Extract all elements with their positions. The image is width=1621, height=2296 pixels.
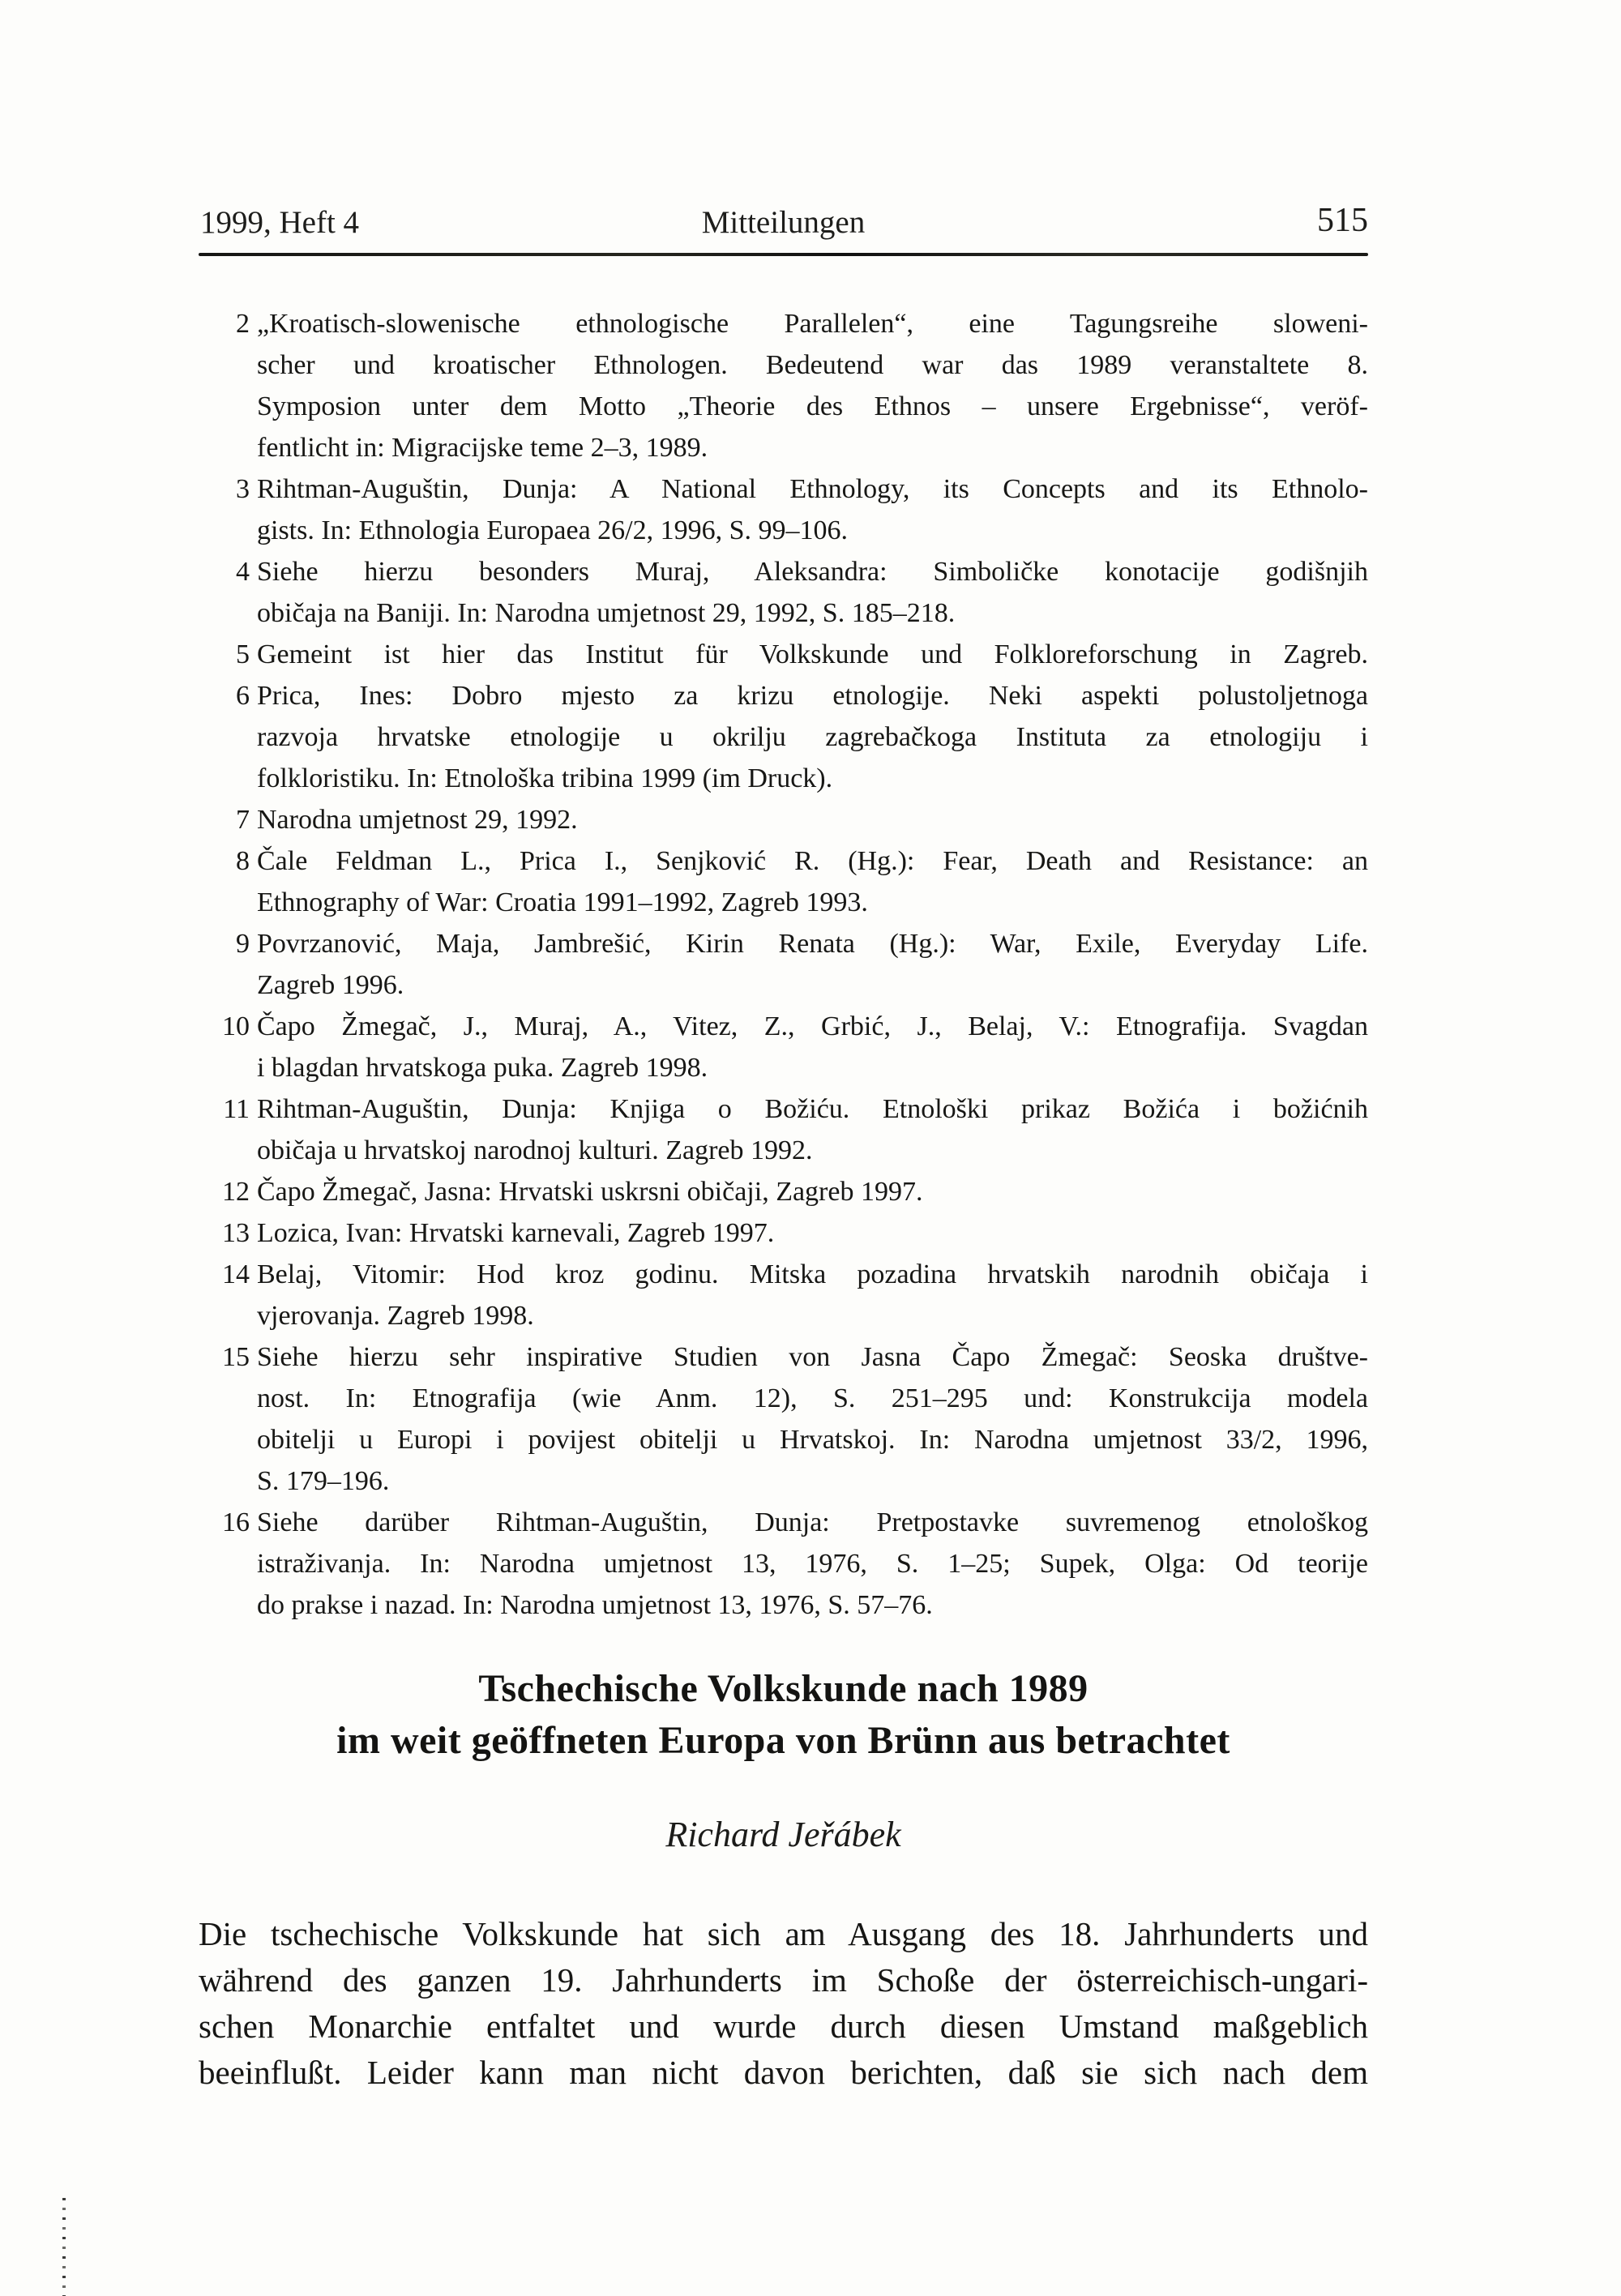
footnote-number: 11 [223, 1094, 250, 1124]
footnote-line: Lozica, Ivan: Hrvatski karnevali, Zagreb 1997. [257, 1218, 775, 1248]
page-header [199, 204, 1368, 245]
footnote-item [199, 1254, 1368, 1336]
footnote-item [199, 1502, 1368, 1626]
footnote-line: vjerovanja. Zagreb 1998. [257, 1301, 534, 1331]
footnote-number: 14 [222, 1259, 250, 1289]
footnote-line: Zagreb 1996. [257, 970, 404, 1000]
footnote-item [199, 799, 1368, 840]
article-author: Richard Jeřábek [665, 1815, 901, 1854]
journal-issue-label: 1999, Heft 4 [200, 205, 360, 240]
footnote-item [199, 634, 1368, 675]
article-title [199, 1663, 1368, 1767]
footnote-item [199, 675, 1368, 799]
footnote-item [199, 551, 1368, 634]
footnote-line: Čapo Žmegač, J., Muraj, A., Vitez, Z., Grbić, J., Belaj, V.: Etnografija. Svagdan [257, 1011, 1368, 1041]
footnote-line: scher und kroatischer Ethnologen. Bedeutend war das 1989 veranstaltete 8. [257, 350, 1368, 380]
footnote-line: Narodna umjetnost 29, 1992. [257, 805, 578, 835]
body-line: Die tschechische Volkskunde hat sich am Ausgang des 18. Jahrhunderts und [199, 1915, 1368, 1952]
footnote-item [199, 1336, 1368, 1502]
footnote-item [199, 468, 1368, 551]
footnote-number: 7 [236, 805, 250, 835]
footnote-number: 10 [222, 1011, 250, 1041]
footnote-line: Siehe hierzu besonders Muraj, Aleksandra: Simboličke konotacije godišnjih [257, 557, 1368, 587]
footnote-number: 16 [222, 1507, 250, 1537]
footnote-line: Siehe darüber Rihtman-Auguštin, Dunja: Pretpostavke suvremenog etnološkog [257, 1507, 1368, 1537]
footnote-number: 8 [236, 846, 250, 876]
footnote-item [199, 840, 1368, 923]
footnote-line: Rihtman-Auguštin, Dunja: Knjiga o Božiću. Etnološki prikaz Božića i božićnih [257, 1094, 1368, 1124]
footnote-line: Čale Feldman L., Prica I., Senjković R. (Hg.): Fear, Death and Resistance: an [257, 846, 1368, 876]
footnote-line: i blagdan hrvatskoga puka. Zagreb 1998. [257, 1053, 708, 1083]
footnote-line: Belaj, Vitomir: Hod kroz godinu. Mitska pozadina hrvatskih narodnih običaja i [257, 1259, 1368, 1289]
footnote-line: obitelji u Europi i povijest obitelji u Hrvatskoj. In: Narodna umjetnost 33/2, 1996, [257, 1425, 1368, 1455]
footnote-line: „Kroatisch-slowenische ethnologische Parallelen“, eine Tagungsreihe sloweni- [257, 309, 1368, 339]
footnote-line: do prakse i nazad. In: Narodna umjetnost 13, 1976, S. 57–76. [257, 1590, 933, 1620]
footnote-line: gists. In: Ethnologia Europaea 26/2, 1996, S. 99–106. [257, 515, 849, 545]
footnote-item [199, 1212, 1368, 1254]
footnote-item [199, 1171, 1368, 1212]
footnote-item [199, 1088, 1368, 1171]
footnote-line: S. 179–196. [257, 1466, 390, 1496]
footnote-number: 3 [236, 474, 250, 504]
footnote-line: razvoja hrvatske etnologije u okrilju zagrebačkoga Instituta za etnologiju i [257, 722, 1368, 752]
footnote-line: fentlicht in: Migracijske teme 2–3, 1989. [257, 433, 708, 463]
body-line: beeinflußt. Leider kann man nicht davon berichten, daß sie sich nach dem [199, 2054, 1368, 2091]
body-line: während des ganzen 19. Jahrhunderts im Schoße der österreichisch-ungari- [199, 1961, 1368, 1999]
footnote-line: običaja na Baniji. In: Narodna umjetnost 29, 1992, S. 185–218. [257, 598, 956, 628]
page-number: 515 [1317, 202, 1368, 239]
footnote-number: 2 [236, 309, 250, 339]
footnote-number: 12 [222, 1177, 250, 1207]
body-line: schen Monarchie entfaltet und wurde durch diesen Umstand maßgeblich [199, 2007, 1368, 2045]
footnote-line: Siehe hierzu sehr inspirative Studien von Jasna Čapo Žmegač: Seoska društve- [257, 1342, 1368, 1372]
footnote-line: Povrzanović, Maja, Jambrešić, Kirin Renata (Hg.): War, Exile, Everyday Life. [257, 929, 1368, 959]
running-title: Mitteilungen [701, 205, 866, 240]
footnote-item [199, 1006, 1368, 1088]
footnotes-list [199, 303, 1368, 1626]
article-body-paragraph [199, 1911, 1368, 2096]
footnote-line: nost. In: Etnografija (wie Anm. 12), S. 251–295 und: Konstrukcija modela [257, 1383, 1368, 1413]
footnote-number: 9 [236, 929, 250, 959]
footnote-number: 5 [236, 639, 250, 669]
footnote-number: 15 [222, 1342, 250, 1372]
footnote-line: Ethnography of War: Croatia 1991–1992, Zagreb 1993. [257, 887, 868, 917]
footnote-line: Symposion unter dem Motto „Theorie des Ethnos – unsere Ergebnisse“, veröf- [257, 391, 1368, 421]
article-title-line: Tschechische Volkskunde nach 1989 [478, 1667, 1089, 1710]
footnote-line: folkloristiku. In: Etnološka tribina 1999 (im Druck). [257, 763, 833, 793]
footnote-item [199, 923, 1368, 1006]
footnote-number: 6 [236, 681, 250, 711]
footnote-line: običaja u hrvatskoj narodnoj kulturi. Zagreb 1992. [257, 1135, 813, 1165]
footnote-number: 4 [236, 557, 250, 587]
footnote-line: Rihtman-Auguštin, Dunja: A National Ethnology, its Concepts and its Ethnolo- [257, 474, 1368, 504]
footnote-item [199, 303, 1368, 468]
margin-dot-artifact [62, 2198, 66, 2296]
footnote-line: Čapo Žmegač, Jasna: Hrvatski uskrsni običaji, Zagreb 1997. [257, 1177, 923, 1207]
article-title-line: im weit geöffneten Europa von Brünn aus betrachtet [336, 1719, 1230, 1762]
header-rule [199, 253, 1368, 256]
footnote-number: 13 [222, 1218, 250, 1248]
footnote-line: Gemeint ist hier das Institut für Volkskunde und Folkloreforschung in Zagreb. [257, 639, 1368, 669]
footnote-line: Prica, Ines: Dobro mjesto za krizu etnologije. Neki aspekti polustoljetnoga [257, 681, 1368, 711]
footnote-line: istraživanja. In: Narodna umjetnost 13, 1976, S. 1–25; Supek, Olga: Od teorije [257, 1549, 1368, 1579]
